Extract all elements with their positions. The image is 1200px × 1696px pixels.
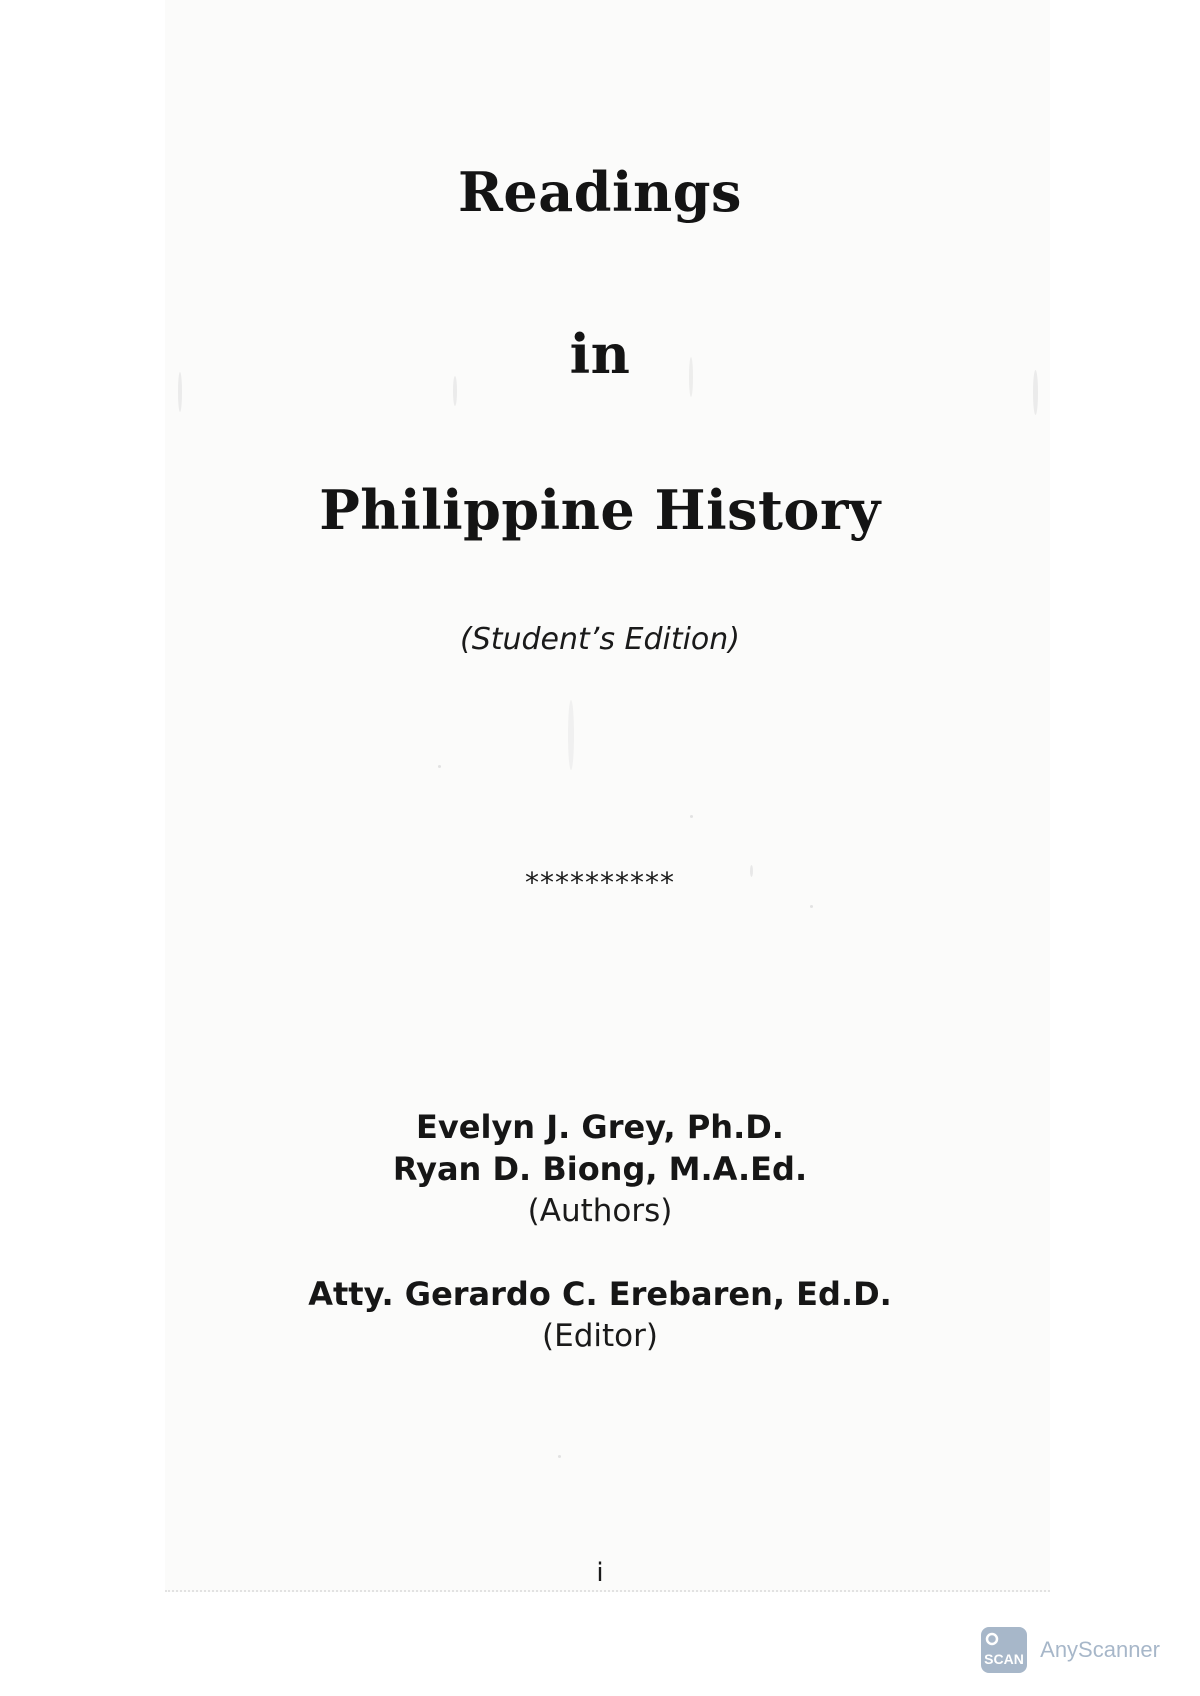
- scan-speck: [690, 815, 693, 818]
- edition-subtitle: (Student’s Edition): [459, 622, 740, 657]
- scan-speck: [438, 765, 441, 768]
- editor-name: Atty. Gerardo C. Erebaren, Ed.D.: [308, 1275, 892, 1313]
- author-name: Evelyn J. Grey, Ph.D.: [416, 1108, 784, 1146]
- scanner-logo-text: SCAN: [984, 1651, 1024, 1667]
- scan-speck: [558, 1455, 561, 1458]
- scan-speck: [568, 700, 574, 770]
- scanner-logo-icon: [980, 1626, 1028, 1674]
- scan-speck: [810, 905, 813, 908]
- author-name: Ryan D. Biong, M.A.Ed.: [392, 1150, 808, 1188]
- title-line-in: in: [569, 322, 631, 386]
- separator-asterisks: **********: [525, 866, 675, 899]
- authors-role-label: (Authors): [527, 1193, 673, 1229]
- page-number: i: [596, 1558, 604, 1588]
- title-line-philippine-history: Philippine History: [319, 478, 881, 542]
- anyscanner-label: AnyScanner: [1040, 1637, 1160, 1662]
- title-line-readings: Readings: [458, 160, 742, 224]
- editor-role-label: (Editor): [542, 1318, 658, 1354]
- anyscanner-watermark: [980, 1626, 1160, 1674]
